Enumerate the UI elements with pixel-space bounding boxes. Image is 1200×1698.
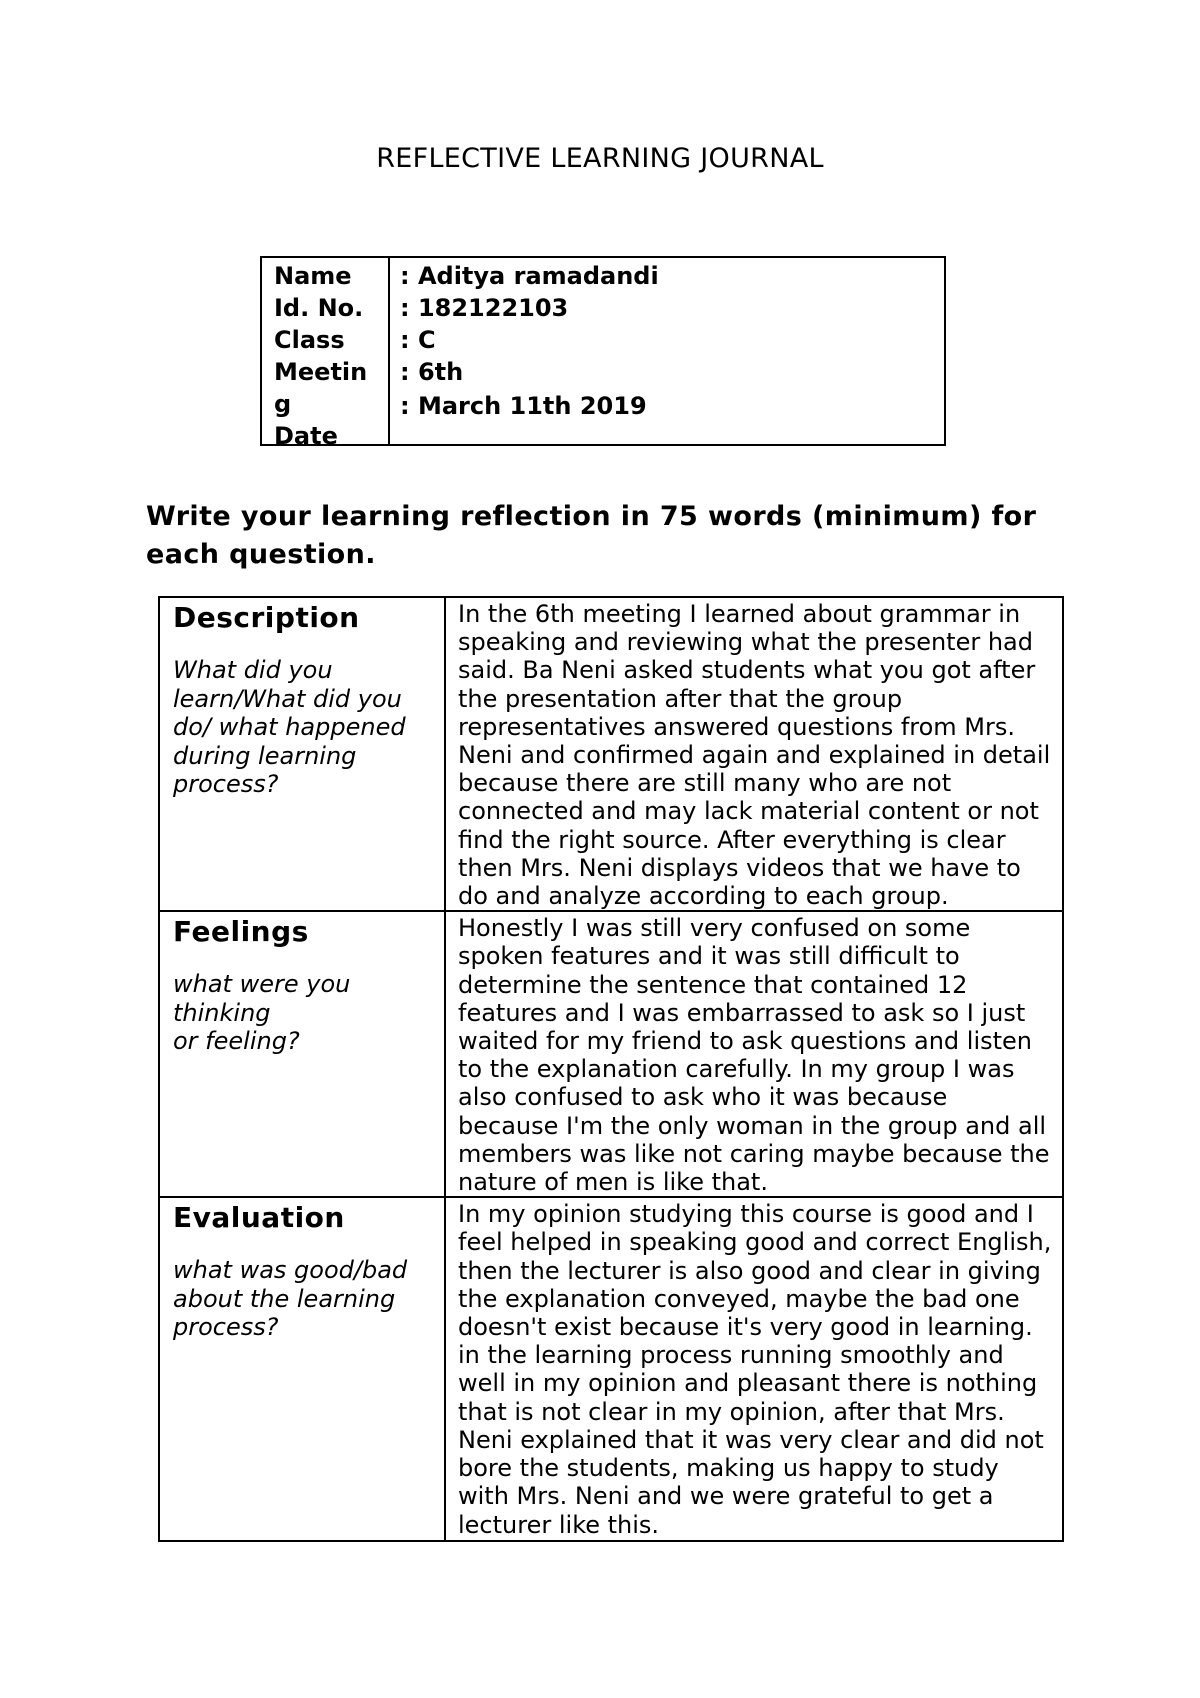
class-label: Class xyxy=(274,326,345,354)
date-label: Date xyxy=(274,422,338,450)
id-value: : 182122103 xyxy=(400,294,569,322)
evaluation-row xyxy=(159,1197,1063,1541)
description-question-cell xyxy=(159,597,445,911)
page-title: REFLECTIVE LEARNING JOURNAL xyxy=(376,143,824,174)
section-prompt: what were you thinking or feeling? xyxy=(173,970,351,1056)
meeting-label-part1: Meetin xyxy=(274,358,368,386)
section-heading: Evaluation xyxy=(173,1201,345,1235)
feelings-row xyxy=(159,911,1063,1197)
section-heading: Description xyxy=(173,601,360,634)
id-label: Id. No. xyxy=(274,294,364,322)
info-values-column xyxy=(390,258,944,444)
name-label: Name xyxy=(274,262,352,290)
feelings-question-cell xyxy=(159,911,445,1197)
class-value: : C xyxy=(400,326,436,354)
student-info-table xyxy=(260,256,946,450)
info-labels-column xyxy=(262,258,390,450)
meeting-label-part2: g xyxy=(274,390,292,418)
description-row xyxy=(159,597,1063,911)
section-prompt: What did you learn/What did you do/ what happened during learning process? xyxy=(173,656,406,799)
name-value: : Aditya ramadandi xyxy=(400,262,659,290)
meeting-value: : 6th xyxy=(400,358,464,386)
section-heading: Feelings xyxy=(173,915,309,949)
evaluation-question-cell xyxy=(159,1197,445,1541)
section-prompt: what was good/bad about the learning process? xyxy=(173,1256,408,1342)
description-answer: In the 6th meeting I learned about grammar in speaking and reviewing what the presenter had said. Ba Neni asked students what you got after the presentation after that the group representatives answered questions from Mrs. Neni and confirmed again and explained in detail because there are still many who are not connected and may lack material content or not find the right source. After everything is clear then Mrs. Neni displays videos that we have to do and analyze according to each group. xyxy=(445,597,1063,911)
date-value: : March 11th 2019 xyxy=(400,392,647,420)
reflection-table xyxy=(158,596,1064,1542)
instruction-text: Write your learning reflection in 75 words (minimum) for each question. xyxy=(146,501,1037,570)
evaluation-answer: In my opinion studying this course is good and I feel helped in speaking good and correct English, then the lecturer is also good and clear in giving the explanation conveyed, maybe the bad one doesn't exist because it's very good in learning. in the learning process running smoothly and well in my opinion and pleasant there is nothing that is not clear in my opinion, after that Mrs. Neni explained that it was very clear and did not bore the students, making us happy to study with Mrs. Neni and we were grateful to get a lecturer like this. xyxy=(445,1197,1063,1541)
feelings-answer: Honestly I was still very confused on some spoken features and it was still difficult to determine the sentence that contained 12 features and I was embarrassed to ask so I just waited for my friend to ask questions and listen to the explanation carefully. In my group I was also confused to ask who it was because because I'm the only woman in the group and all members was like not caring maybe because the nature of men is like that. xyxy=(445,911,1063,1197)
